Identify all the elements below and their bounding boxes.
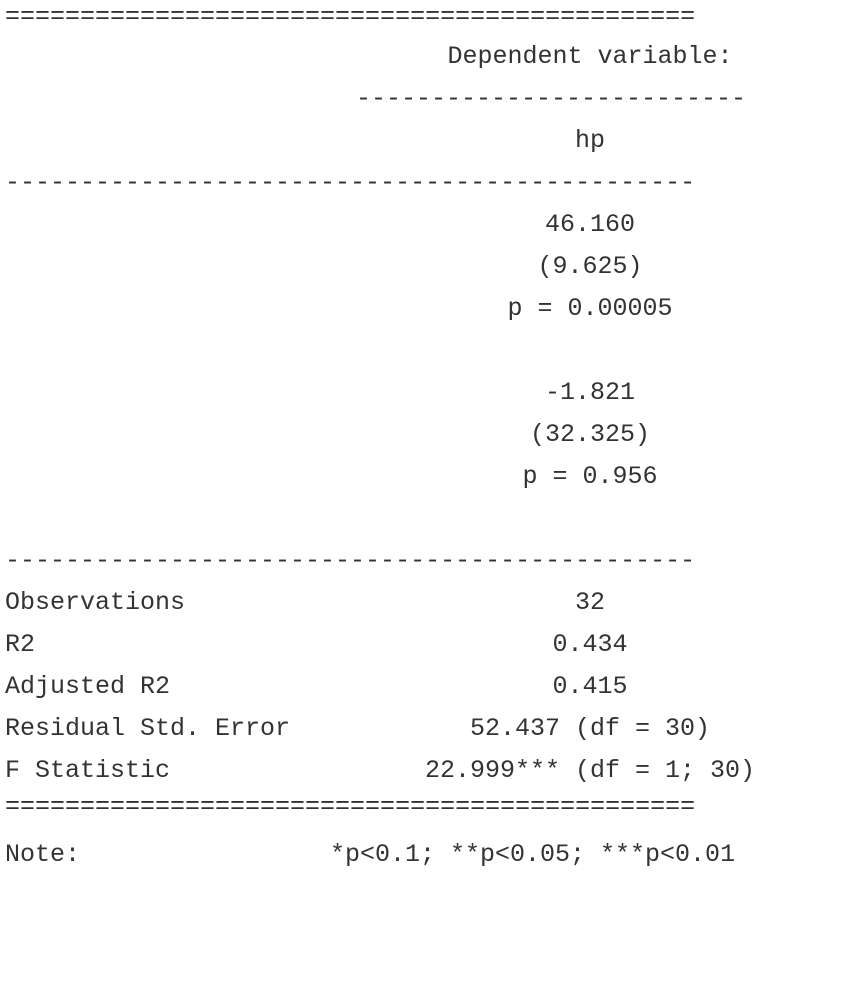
note-row: [0, 834, 854, 876]
dependent-variable-name-row: [0, 120, 854, 162]
coefficient-std-error-row: [0, 414, 854, 456]
top-double-rule-row: [0, 0, 854, 38]
bottom-double-rule-row: [0, 786, 854, 828]
coefficient-p-value: p = 0.00005: [507, 294, 673, 323]
coefficient-p-value-row: [0, 456, 854, 498]
stats-single-rule-row: [0, 540, 854, 582]
stat-value: 32: [574, 588, 606, 617]
stat-label: Observations: [5, 588, 186, 617]
stat-value: 0.415: [552, 672, 628, 701]
coefficient-std-error: (9.625): [537, 252, 643, 281]
coefficient-std-error: (32.325): [529, 420, 651, 449]
stat-label: Adjusted R2: [5, 672, 171, 701]
header-single-rule-row: [0, 162, 854, 204]
stat-row: [0, 624, 854, 666]
coefficient-p-value: p = 0.956: [522, 462, 658, 491]
double-rule: ==============================================: [5, 2, 696, 31]
stat-label: R2: [5, 630, 36, 659]
stat-row: [0, 666, 854, 708]
partial-rule-row: [0, 78, 854, 120]
partial-rule: --------------------------: [356, 84, 747, 113]
coefficient-std-error-row: [0, 246, 854, 288]
note-text: *p<0.1; **p<0.05; ***p<0.01: [330, 840, 736, 869]
dependent-variable-label: Dependent variable:: [447, 42, 733, 71]
coefficient-estimate: 46.160: [544, 210, 636, 239]
stat-value: 0.434: [552, 630, 628, 659]
coefficient-estimate-row: [0, 372, 854, 414]
double-rule: ==============================================: [5, 792, 696, 821]
stat-value: 22.999*** (df = 1; 30): [424, 756, 756, 785]
dependent-variable-label-row: [0, 36, 854, 78]
coefficient-estimate-row: [0, 204, 854, 246]
stat-label: F Statistic: [5, 756, 171, 785]
stat-label: Residual Std. Error: [5, 714, 291, 743]
coefficient-estimate: -1.821: [544, 378, 636, 407]
dependent-variable-name: hp: [574, 126, 606, 155]
note-label: Note:: [5, 840, 81, 869]
single-rule: ----------------------------------------------: [5, 168, 696, 197]
single-rule: ----------------------------------------------: [5, 546, 696, 575]
stat-row: [0, 708, 854, 750]
stat-value: 52.437 (df = 30): [469, 714, 711, 743]
stat-row: [0, 582, 854, 624]
coefficient-p-value-row: [0, 288, 854, 330]
